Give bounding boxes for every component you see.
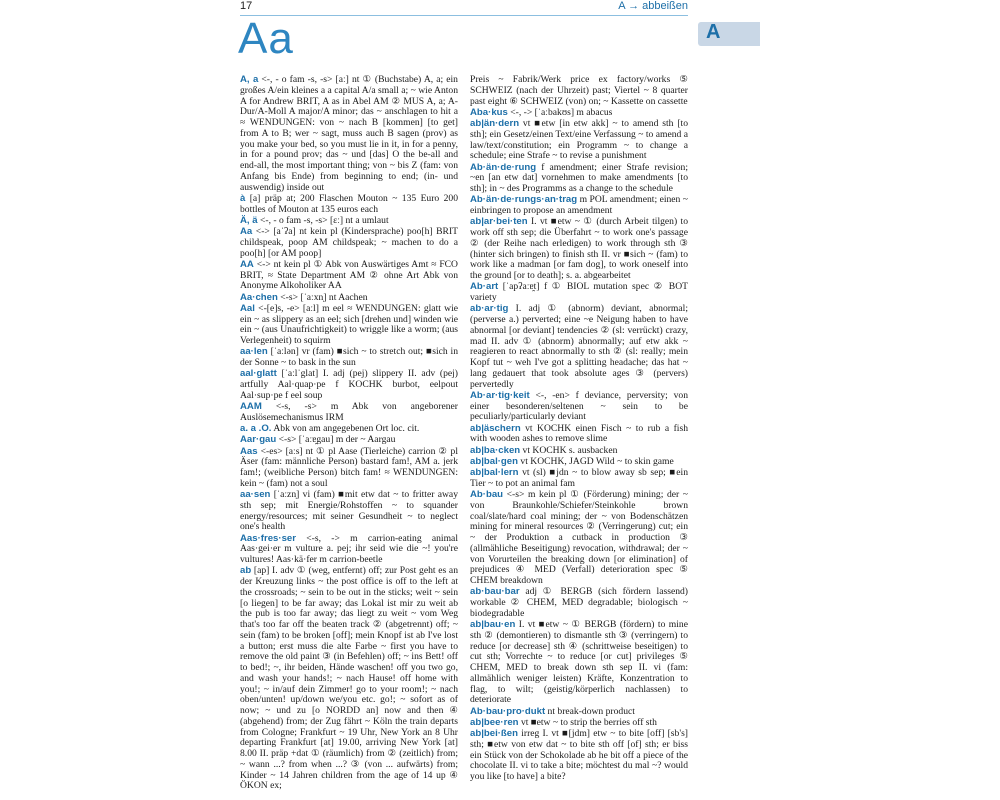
dictionary-entry: [470, 446, 688, 457]
entry-text: vt KOCHK s. ausbacken: [520, 444, 618, 456]
entry-text: vt ■etw [in etw akk] ~ to amend sth [to sth]; ein Gesetz/einen Text/eine Verfassung ~ to amend a law/text/constitution; ein Programm ~ to change a schedule; eine Strafe ~ to revise a punishment: [470, 118, 688, 162]
dictionary-entry: [470, 457, 688, 468]
entry-headword: Ab·än·de·rungs·an·trag: [470, 194, 578, 206]
entry-text: <-es> [aːs] nt ① pl Aase (Tierleiche) carrion ② pl Äser (fam: männliche Person) bastard fam!, AM a. jerk fam!; (weibliche Person) bitch fam! ≈ WENDUNGEN: kein ~ (fam) not a soul: [240, 445, 458, 489]
entry-headword: Aba·kus: [470, 106, 508, 118]
dictionary-entry: [470, 119, 688, 162]
entry-text: irreg I. vt ■[jdm] etw ~ to bite [off] [sb's] sth; ■etw von etw dat ~ to bite sth off [of] sth; er biss ein Stück von der Schokolade ab he bit off a piece of the chocolate II. vi to take a bite; möchtest du mal ~? would you like [to have] a bite?: [470, 728, 688, 782]
dictionary-entry: [470, 391, 688, 423]
entry-headword: Aa: [240, 226, 253, 237]
left-column: [240, 75, 458, 797]
entry-headword: AA: [240, 258, 254, 270]
entry-headword: Aal: [240, 302, 255, 314]
dictionary-entry: [470, 729, 688, 783]
entry-headword: Aas: [240, 445, 258, 457]
entry-headword: à: [240, 192, 246, 204]
entry-text: <-, -en> f deviance, perversity; von einer besonderen/seltenen ~ sein to be peculiarly/particularly deviant: [470, 389, 688, 423]
dictionary-entry: [240, 260, 458, 292]
entry-text: [ˈaːlˈglat] I. adj (pej) slippery II. adv (pej) artfully Aal·quap·pe f KOCHK burbot, eelpout Aal·sup·pe f eel soup: [240, 368, 458, 401]
section-letter: Aa: [238, 14, 294, 63]
dictionary-entry: [240, 424, 458, 435]
running-head: A → abbeißen: [618, 0, 688, 12]
entry-headword: Ab·bau·pro·dukt: [470, 705, 546, 717]
header-rule: [240, 15, 688, 16]
entry-text: <-s> [ˈaːɐ̯gau] m der ~ Aargau: [276, 434, 396, 446]
dictionary-entry: [240, 490, 458, 533]
entry-headword: ab: [240, 565, 252, 577]
entry-text: <-s, -> m carrion-eating animal Aas·gei·er m vulture a. pej; ihr seid wie die ~! you're vultures! Aas·kä·fer m carrion-beetle: [240, 532, 458, 565]
dictionary-entry: [240, 534, 458, 566]
entry-headword: AAM: [240, 401, 262, 412]
dictionary-entry: [240, 435, 458, 446]
entry-headword: Aa·chen: [240, 291, 278, 303]
entry-text: vt ■etw ~ to strip the berries off sth: [518, 716, 657, 728]
entry-text: f amendment; einer Strafe revision; ~en [an etw dat] vornehmen to make amendments [to sth]; in ~ des Programms as a change to the schedule: [470, 161, 688, 194]
entry-headword: ab|äschern: [470, 422, 521, 434]
entry-text: <-, - o fam -s, -s> [aː] nt ① (Buchstabe) A, a; ein großes A/ein kleines a a capital A/a small a; ~ wie Anton A for Andrew BRIT, A as in Abel AM ② MUS A, a; A-Dur/A-Moll A major/A minor; das ~ anschlagen to hit a ≈ WENDUNGEN: von ~ nach B [kommen] [to get] from A to B; wer ~ sagt, muss auch B sagen (prov) as you make your bed, so you must lie in it, in for a penny, in for a pound prov; das ~ und [das] O the be-all and end-all, the most important thing; von ~ bis Z (fam: von Anfang bis Ende) from beginning to end; (in- und auswendig) inside out: [240, 75, 458, 193]
right-column: [470, 75, 688, 797]
entry-headword: ab|bau·en: [470, 619, 516, 630]
entry-text: Preis ~ Fabrik/Werk price ex factory/works ⑤ SCHWEIZ (nach der Uhrzeit) past; Viertel ~ 8 quarter past eight ⑥ SCHWEIZ (von) on; ~ Kassette on cassette: [470, 75, 688, 107]
entry-text: Abk von am angegebenen Ort loc. cit.: [271, 423, 420, 434]
entry-headword: aa·len: [240, 346, 268, 358]
entry-text: <-s> [ˈaːxn̩] nt Aachen: [277, 291, 368, 303]
dictionary-entry: [470, 217, 688, 282]
dictionary-entry: [470, 108, 688, 119]
entry-headword: ab|bal·gen: [470, 455, 518, 467]
dictionary-entry: [470, 468, 688, 490]
dictionary-entry: [240, 216, 458, 227]
entry-text: [ˈaːzn̩] vi (fam) ■mit etw dat ~ to fritter away sth sep; mit Energie/Rohstoffen ~ to squander energy/resources; mit seiner Gesundheit ~ to neglect one's health: [240, 489, 458, 533]
dictionary-entry: [240, 566, 458, 792]
entry-headword: Ab·art: [470, 281, 499, 293]
page-number: 17: [240, 0, 253, 12]
dictionary-entry: [240, 227, 458, 259]
thumb-tab-letter: A: [706, 21, 721, 43]
dictionary-entry: [240, 369, 458, 401]
entry-headword: aal·glatt: [240, 368, 277, 380]
entry-text: [ˈaːlən] vr (fam) ■sich ~ to stretch out; ■sich in der Sonne ~ to bask in the sun: [240, 346, 458, 368]
entry-headword: A, a: [240, 75, 259, 85]
entry-headword: aa·sen: [240, 489, 271, 500]
entry-text: [ap] I. adv ① (weg, entfernt) off; zur Post geht es an der Kreuzung links ~ the post office is off to the left at the crossroads; ~ sein to be out in the sticks; weit ~ sein [o liegen] to be far away; das Lokal ist mir zu weit ab the pub is too far away; das liegt zu weit ~ vom Weg that's too far off the beaten track ② (abgetrennt) off; ~ sein (fam) to be broken [off]; mein Knopf ist ab I've lost a button; erst muss die alte Farbe ~ first you have to remove the old paint ③ (in Befehlen) off; ~ ins Bett! off to bed!; ~, ihr beiden, Hände waschen! off you two go, and wash your hands!; ~ nach Hause! off home with you!; ~ in/auf dein Zimmer! go to your room!; ~ nach oben/unten! up/down we/you etc. go!; ~ sofort as of now; ~ und zu [o NORDD an] now and then ④ (abgehend) from; der Zug fährt ~ Köln the train departs from Cologne; Frankfurt ~ 19 Uhr, New York an 8 Uhr departing Frankfurt [at] 19.00, arriving New York [at] 8.00 II. präp +dat ① (räumlich) from ② (zeitlich) from; ~ wann ...? from when ...? ③ (von ... aufwärts) from; Kinder ~ 14 Jahren children from the age of 14 up ④ ÖKON ex;: [240, 565, 458, 792]
entry-text: [ˈapʔaːɐ̯t] f ① BIOL mutation spec ② BOT variety: [470, 281, 688, 303]
dictionary-entry: [240, 304, 458, 347]
dictionary-entry: [470, 195, 688, 217]
entry-text: <-, -> [ˈaːbakʊs] m abacus: [507, 106, 613, 118]
entry-headword: ab|bal·lern: [470, 467, 519, 478]
dictionary-entry: [240, 194, 458, 216]
dictionary-entry: [470, 75, 688, 107]
entry-headword: ab|ar·bei·ten: [470, 216, 528, 228]
dictionary-entry: [470, 304, 688, 390]
entry-headword: Ab·än·de·rung: [470, 161, 537, 173]
entry-headword: Ä, ä: [240, 214, 258, 226]
entry-headword: ab|bee·ren: [470, 716, 519, 728]
entry-headword: ab|än·dern: [470, 118, 520, 129]
entry-text: I. adj ① (abnorm) deviant, abnormal; (perverse a.) perverted; eine ~e Neigung haben to have abnormal [or deviant] tendencies ② (sl: verrückt) crazy, mad II. adv ① (abnorm) abnormally; auf etw akk ~ reagieren to react abnormally to sth ② (sl: really; mein Kopf tut ~ weh I've got a splitting headache; das hat ~ lang gedauert that took absolute ages ③ (pervers) pervertedly: [470, 303, 688, 390]
dictionary-entry: [470, 620, 688, 706]
entry-text: <-, - o fam -s, -s> [ɛː] nt a umlaut: [257, 214, 389, 226]
dictionary-entry: [240, 293, 458, 304]
dictionary-entry: [240, 347, 458, 369]
entry-text: vt (sl) ■jdn ~ to blow away sb sep; ■ein Tier ~ to pot an animal fam: [470, 467, 688, 489]
entry-headword: ab|ba·cken: [470, 444, 521, 456]
entry-text: <-> [aˈʔa] nt kein pl (Kindersprache) poo[h] BRIT childspeak, poop AM childspeak; ~ machen to do a poo[h] [or AM poop]: [240, 226, 458, 259]
entry-text: I. vt ■etw ~ ① (durch Arbeit tilgen) to work off sth sep; die Überfahrt ~ to work one's passage ② (der Reihe nach erledigen) to work through sth ③ (hinter sich bringen) to finish sth II. vr ■sich ~ (fam) to work like a madman [or fam dog], to work oneself into the ground [or to death]; s. a. abgearbeitet: [470, 216, 688, 281]
dictionary-entry: [470, 718, 688, 729]
entry-text: <-s> m kein pl ① (Förderung) mining; der ~ von Braunkohle/Schiefer/Steinkohle brown coal/slate/hard coal mining; der ~ von Bodenschätzen mining for mineral resources ② (Verringerung) cut; ein ~ der Produktion a cutback in production ③ (allmähliche Beseitigung) revocation, withdrawal; der ~ von Vorurteilen the breaking down [or elimination] of prejudices ④ MED (Verfall) deterioration spec ⑤ CHEM breakdown: [470, 489, 688, 586]
entry-text: <-s, -s> m Abk von angeborener Auslösemechanismus IRM: [240, 401, 458, 423]
dictionary-entry: [470, 163, 688, 195]
dictionary-entry: [240, 75, 458, 193]
entry-text: [a] präp at; 200 Flaschen Mouton ~ 135 Euro 200 bottles of Mouton at 135 euros each: [240, 192, 458, 215]
entry-text: I. vt ■etw ~ ① BERGB (fördern) to mine sth ② (demontieren) to dismantle sth ③ (verringern) to reduce [or decrease] sth ④ (schrittweise beseitigen) to cut sth; Vorrechte ~ to reduce [or cut] privileges ⑤ CHEM, MED to break down sth sep II. vi (fam: allmählich weniger leisten) Kräfte, Konzentration to flag, to wilt; (geistig/körperlich nachlassen) to deteriorate: [470, 619, 688, 706]
entry-text: vt KOCHK einen Fisch ~ to rub a fish with wooden ashes to remove slime: [470, 422, 688, 445]
entry-text: <-> nt kein pl ① Abk von Auswärtiges Amt ≈ FCO BRIT, ≈ State Department AM ② ohne Art Abk von Anonyme Alkoholiker AA: [240, 258, 458, 292]
dictionary-entry: [470, 490, 688, 587]
dictionary-entry: [240, 402, 458, 424]
entry-text: nt break-down product: [545, 705, 635, 717]
entry-text: <-[e]s, -e> [aːl] m eel ≈ WENDUNGEN: glatt wie ein ~ as slippery as an eel; sich [drehen und] winden wie ein ~ (aus Unaufrichtigkeit) to wriggle like a worm; (aus Verlegenheit) to squirm: [240, 302, 458, 346]
dictionary-entry: [240, 447, 458, 490]
entry-text: m POL amendment; einen ~ einbringen to propose an amendment: [470, 194, 688, 216]
entry-headword: Aar·gau: [240, 434, 277, 446]
dictionary-entry: [470, 282, 688, 304]
entry-headword: ab·ar·tig: [470, 303, 509, 315]
dictionary-entry: [470, 587, 688, 619]
entry-text: adj ① BERGB (sich fördern lassend) workable ② CHEM, MED degradable; biologisch ~ biodegradable: [470, 586, 688, 619]
entry-headword: ab|bei·ßen: [470, 728, 518, 739]
entry-headword: Aas·fres·ser: [240, 532, 296, 544]
entry-headword: Ab·bau: [470, 489, 504, 500]
entry-headword: Ab·ar·tig·keit: [470, 389, 530, 401]
entry-text: vt KOCHK, JAGD Wild ~ to skin game: [518, 455, 674, 467]
dictionary-entry: [470, 707, 688, 718]
entry-headword: ab·bau·bar: [470, 586, 520, 598]
dictionary-entry: [470, 424, 688, 446]
entry-headword: a. a .O.: [240, 423, 272, 434]
